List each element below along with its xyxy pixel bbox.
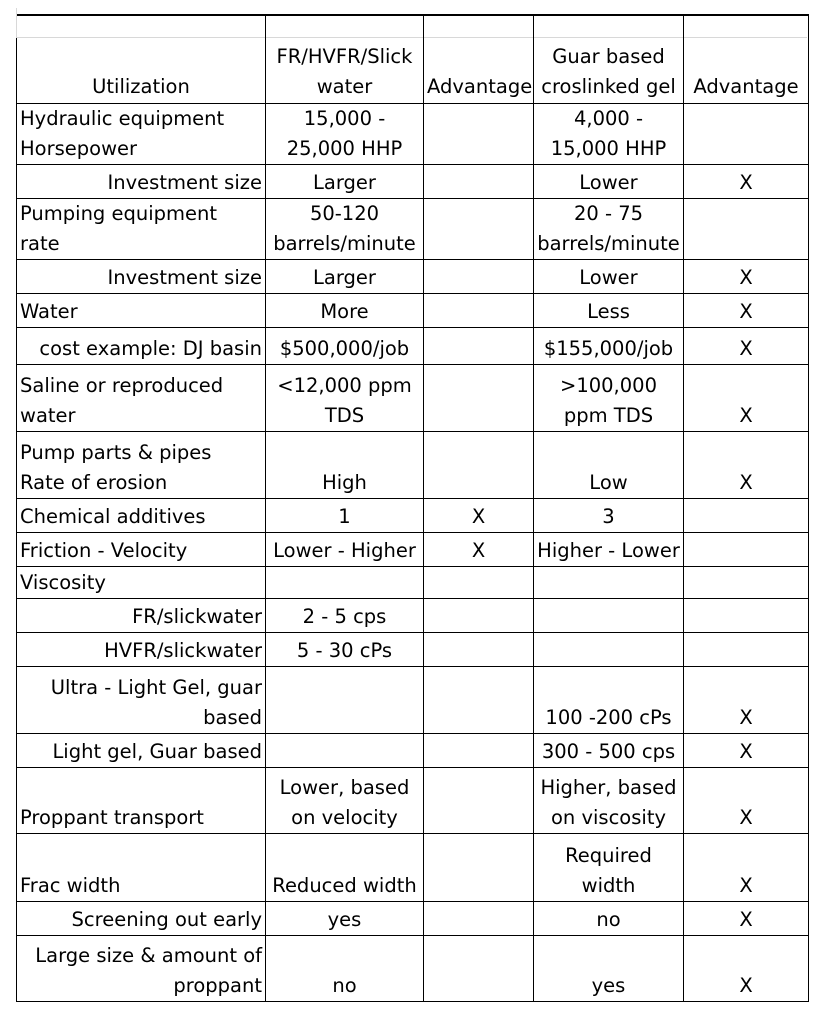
table-row (17, 767, 809, 833)
row-label: Viscosity (17, 566, 266, 598)
table-row (17, 498, 809, 532)
cell-advantage-1 (424, 259, 534, 293)
table-body (17, 15, 809, 1001)
cell-advantage-1 (424, 666, 534, 733)
cell-guar-gel: yes (534, 935, 684, 1001)
cell-advantage-2: X (684, 666, 809, 733)
cell-advantage-2 (684, 103, 809, 164)
header-guar-gel: Guar based croslinked gel (534, 15, 684, 103)
row-label: Friction - Velocity (17, 532, 266, 566)
cell-advantage-2 (684, 532, 809, 566)
cell-advantage-1 (424, 364, 534, 431)
cell-fr-hvfr-slickwater: yes (266, 901, 424, 935)
cell-advantage-1 (424, 103, 534, 164)
cell-advantage-1 (424, 733, 534, 767)
cell-fr-hvfr-slickwater: 5 - 30 cPs (266, 632, 424, 666)
cell-fr-hvfr-slickwater: High (266, 431, 424, 498)
cell-advantage-2 (684, 566, 809, 598)
row-label: Investment size (17, 164, 266, 198)
cell-guar-gel: 100 -200 cPs (534, 666, 684, 733)
row-label: Chemical additives (17, 498, 266, 532)
row-label: Investment size (17, 259, 266, 293)
cell-advantage-1 (424, 632, 534, 666)
cell-advantage-1 (424, 598, 534, 632)
cell-fr-hvfr-slickwater (266, 566, 424, 598)
row-label: Ultra - Light Gel, guar based (17, 666, 266, 733)
table-row (17, 935, 809, 1001)
table-row (17, 666, 809, 733)
cell-guar-gel: 300 - 500 cps (534, 733, 684, 767)
cell-advantage-2: X (684, 901, 809, 935)
cell-advantage-1 (424, 164, 534, 198)
cell-guar-gel: Less (534, 293, 684, 327)
table-row (17, 566, 809, 598)
cell-advantage-2: X (684, 293, 809, 327)
header-utilization: Utilization (17, 15, 266, 103)
row-label: Hydraulic equipment Horsepower (17, 103, 266, 164)
cell-guar-gel: Required width (534, 833, 684, 901)
row-label: Pump parts & pipes Rate of erosion (17, 431, 266, 498)
table-row (17, 632, 809, 666)
cell-guar-gel: Lower (534, 259, 684, 293)
cell-fr-hvfr-slickwater: <12,000 ppm TDS (266, 364, 424, 431)
cell-guar-gel: no (534, 901, 684, 935)
header-advantage-1: Advantage (424, 15, 534, 103)
table-row (17, 164, 809, 198)
cell-guar-gel (534, 598, 684, 632)
row-label: Pumping equipment rate (17, 198, 266, 259)
cell-advantage-2: X (684, 733, 809, 767)
cell-fr-hvfr-slickwater: Larger (266, 164, 424, 198)
cell-fr-hvfr-slickwater: no (266, 935, 424, 1001)
cell-advantage-2: X (684, 364, 809, 431)
table-row (17, 259, 809, 293)
cell-fr-hvfr-slickwater: Lower, based on velocity (266, 767, 424, 833)
cell-guar-gel: 4,000 - 15,000 HHP (534, 103, 684, 164)
cell-fr-hvfr-slickwater: Reduced width (266, 833, 424, 901)
cell-guar-gel (534, 566, 684, 598)
cell-advantage-2 (684, 498, 809, 532)
cell-advantage-1: X (424, 532, 534, 566)
cell-advantage-2: X (684, 164, 809, 198)
cell-advantage-1 (424, 901, 534, 935)
cell-advantage-2 (684, 198, 809, 259)
cell-guar-gel: Higher - Lower (534, 532, 684, 566)
cell-fr-hvfr-slickwater (266, 666, 424, 733)
cell-fr-hvfr-slickwater: Lower - Higher (266, 532, 424, 566)
row-label: Large size & amount of proppant (17, 935, 266, 1001)
row-label: Frac width (17, 833, 266, 901)
table-row (17, 327, 809, 364)
cell-fr-hvfr-slickwater: 2 - 5 cps (266, 598, 424, 632)
cell-fr-hvfr-slickwater: 15,000 - 25,000 HHP (266, 103, 424, 164)
cell-advantage-1 (424, 767, 534, 833)
row-label: Light gel, Guar based (17, 733, 266, 767)
cell-advantage-1 (424, 327, 534, 364)
cell-advantage-2: X (684, 935, 809, 1001)
cell-advantage-2 (684, 632, 809, 666)
cell-advantage-1 (424, 198, 534, 259)
table-row (17, 532, 809, 566)
row-label: HVFR/slickwater (17, 632, 266, 666)
row-label: Screening out early (17, 901, 266, 935)
row-label: Proppant transport (17, 767, 266, 833)
cell-guar-gel: Low (534, 431, 684, 498)
table-row (17, 901, 809, 935)
cell-advantage-2: X (684, 327, 809, 364)
cell-advantage-2: X (684, 259, 809, 293)
cell-fr-hvfr-slickwater: $500,000/job (266, 327, 424, 364)
comparison-table (16, 14, 809, 1002)
cell-guar-gel: 3 (534, 498, 684, 532)
table-row (17, 431, 809, 498)
cell-advantage-1: X (424, 498, 534, 532)
table-row (17, 364, 809, 431)
cell-advantage-1 (424, 935, 534, 1001)
cell-guar-gel: 20 - 75 barrels/minute (534, 198, 684, 259)
cell-advantage-2 (684, 598, 809, 632)
cell-guar-gel (534, 632, 684, 666)
table-row (17, 198, 809, 259)
cell-fr-hvfr-slickwater: 1 (266, 498, 424, 532)
row-label: Water (17, 293, 266, 327)
table-row (17, 598, 809, 632)
table-row (17, 833, 809, 901)
header-advantage-2: Advantage (684, 15, 809, 103)
table-row (17, 103, 809, 164)
cell-advantage-2: X (684, 431, 809, 498)
row-label: FR/slickwater (17, 598, 266, 632)
cell-advantage-1 (424, 431, 534, 498)
cell-advantage-2: X (684, 767, 809, 833)
cell-fr-hvfr-slickwater: 50-120 barrels/minute (266, 198, 424, 259)
cell-guar-gel: >100,000 ppm TDS (534, 364, 684, 431)
table-row (17, 733, 809, 767)
cell-guar-gel: $155,000/job (534, 327, 684, 364)
table-row (17, 293, 809, 327)
row-label: cost example: DJ basin (17, 327, 266, 364)
header-fr-hvfr-slickwater: FR/HVFR/Slick water (266, 15, 424, 103)
cell-advantage-1 (424, 293, 534, 327)
cell-fr-hvfr-slickwater: More (266, 293, 424, 327)
cell-guar-gel: Higher, based on viscosity (534, 767, 684, 833)
cell-guar-gel: Lower (534, 164, 684, 198)
cell-fr-hvfr-slickwater (266, 733, 424, 767)
header-row (17, 15, 809, 103)
row-label: Saline or reproduced water (17, 364, 266, 431)
cell-fr-hvfr-slickwater: Larger (266, 259, 424, 293)
cell-advantage-1 (424, 566, 534, 598)
cell-advantage-1 (424, 833, 534, 901)
cell-advantage-2: X (684, 833, 809, 901)
